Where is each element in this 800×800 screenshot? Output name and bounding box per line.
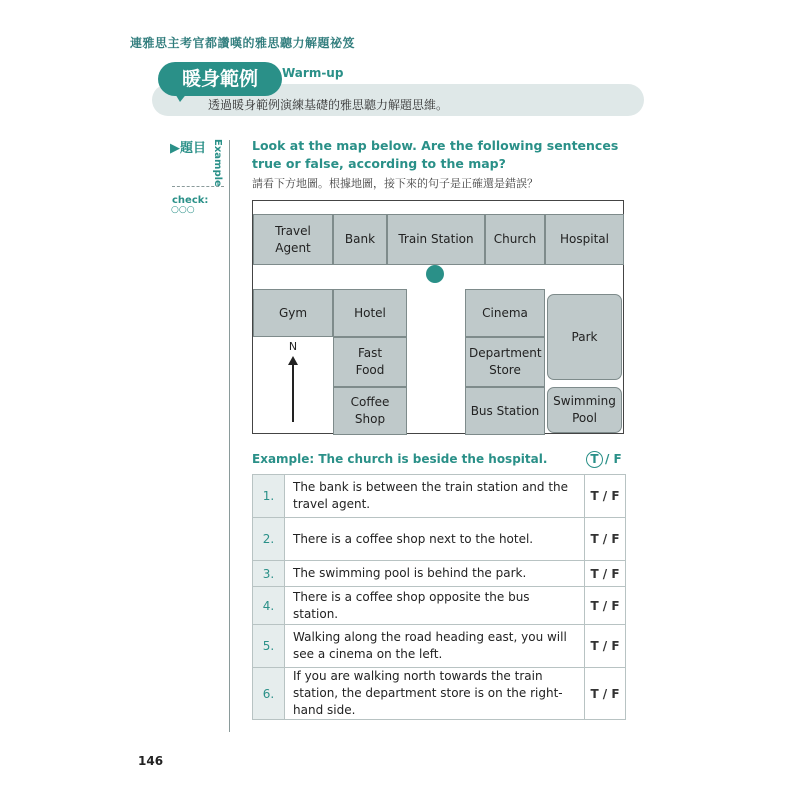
question-text: The bank is between the train station and the travel agent.: [285, 475, 585, 518]
true-false-choice[interactable]: T / F: [585, 561, 626, 587]
map-bus-station: Bus Station: [465, 387, 545, 435]
map-park: Park: [547, 294, 622, 380]
map-train-station: Train Station: [387, 214, 485, 265]
map-gym: Gym: [253, 289, 333, 337]
banner-description: 透過暖身範例演練基礎的雅思聽力解題思維。: [208, 98, 449, 112]
question-text: There is a coffee shop opposite the bus station.: [285, 587, 585, 625]
sidebar-divider: [172, 186, 224, 187]
map-fast-food: Fast Food: [333, 337, 407, 387]
example-sentence: Example: The church is beside the hospital.: [252, 452, 548, 466]
map-travel-agent: Travel Agent: [253, 214, 333, 265]
question-text: There is a coffee shop next to the hotel.: [285, 518, 585, 561]
north-arrow-shaft: [292, 362, 294, 422]
true-false-choice[interactable]: T / F: [585, 625, 626, 668]
question-number: 1.: [253, 475, 285, 518]
compass: [278, 340, 308, 426]
map-swimming-pool: Swimming Pool: [547, 387, 622, 433]
question-row: [253, 587, 626, 625]
true-false-choice[interactable]: T / F: [585, 475, 626, 518]
true-false-choice[interactable]: T / F: [585, 518, 626, 561]
page-number: 146: [138, 754, 164, 768]
question-table: [252, 474, 626, 720]
question-row: [253, 625, 626, 668]
true-false-choice[interactable]: T / F: [585, 587, 626, 625]
banner-title: 暖身範例: [158, 62, 282, 96]
question-text: If you are walking north towards the train station, the department store is on the right-hand side.: [285, 668, 585, 720]
example-vertical-label: Example: [212, 139, 223, 187]
compass-north-label: N: [288, 340, 298, 353]
question-number: 2.: [253, 518, 285, 561]
map-cinema: Cinema: [465, 289, 545, 337]
example-answer-rest: / F: [605, 452, 622, 466]
map-hotel: Hotel: [333, 289, 407, 337]
map-church: Church: [485, 214, 545, 265]
map-coffee-shop: Coffee Shop: [333, 387, 407, 435]
true-false-choice[interactable]: T / F: [585, 668, 626, 720]
question-row: [253, 561, 626, 587]
question-row: [253, 668, 626, 720]
question-label: ▶題目: [170, 141, 206, 156]
check-label: check:: [172, 195, 209, 206]
example-answer: [586, 451, 622, 468]
you-are-here-marker: [426, 265, 444, 283]
example-answer-circled: T: [586, 451, 603, 468]
map-hospital: Hospital: [545, 214, 624, 265]
running-header: 連雅思主考官都讚嘆的雅思聽力解題祕笈: [130, 36, 356, 50]
question-text: The swimming pool is behind the park.: [285, 561, 585, 587]
question-row: [253, 475, 626, 518]
check-circles[interactable]: ○○○: [171, 205, 195, 215]
question-number: 6.: [253, 668, 285, 720]
banner-subtitle: Warm-up: [282, 66, 344, 80]
map-bank: Bank: [333, 214, 387, 265]
instructions-english: Look at the map below. Are the following sentences true or false, according to the map?: [252, 138, 619, 171]
vertical-rule: [229, 140, 230, 732]
question-text: Walking along the road heading east, you will see a cinema on the left.: [285, 625, 585, 668]
question-row: [253, 518, 626, 561]
question-number: 5.: [253, 625, 285, 668]
map-department-store: Department Store: [465, 337, 545, 387]
instructions-chinese: 請看下方地圖。根據地圖，接下來的句子是正確還是錯誤？: [252, 177, 538, 190]
question-number: 4.: [253, 587, 285, 625]
question-number: 3.: [253, 561, 285, 587]
